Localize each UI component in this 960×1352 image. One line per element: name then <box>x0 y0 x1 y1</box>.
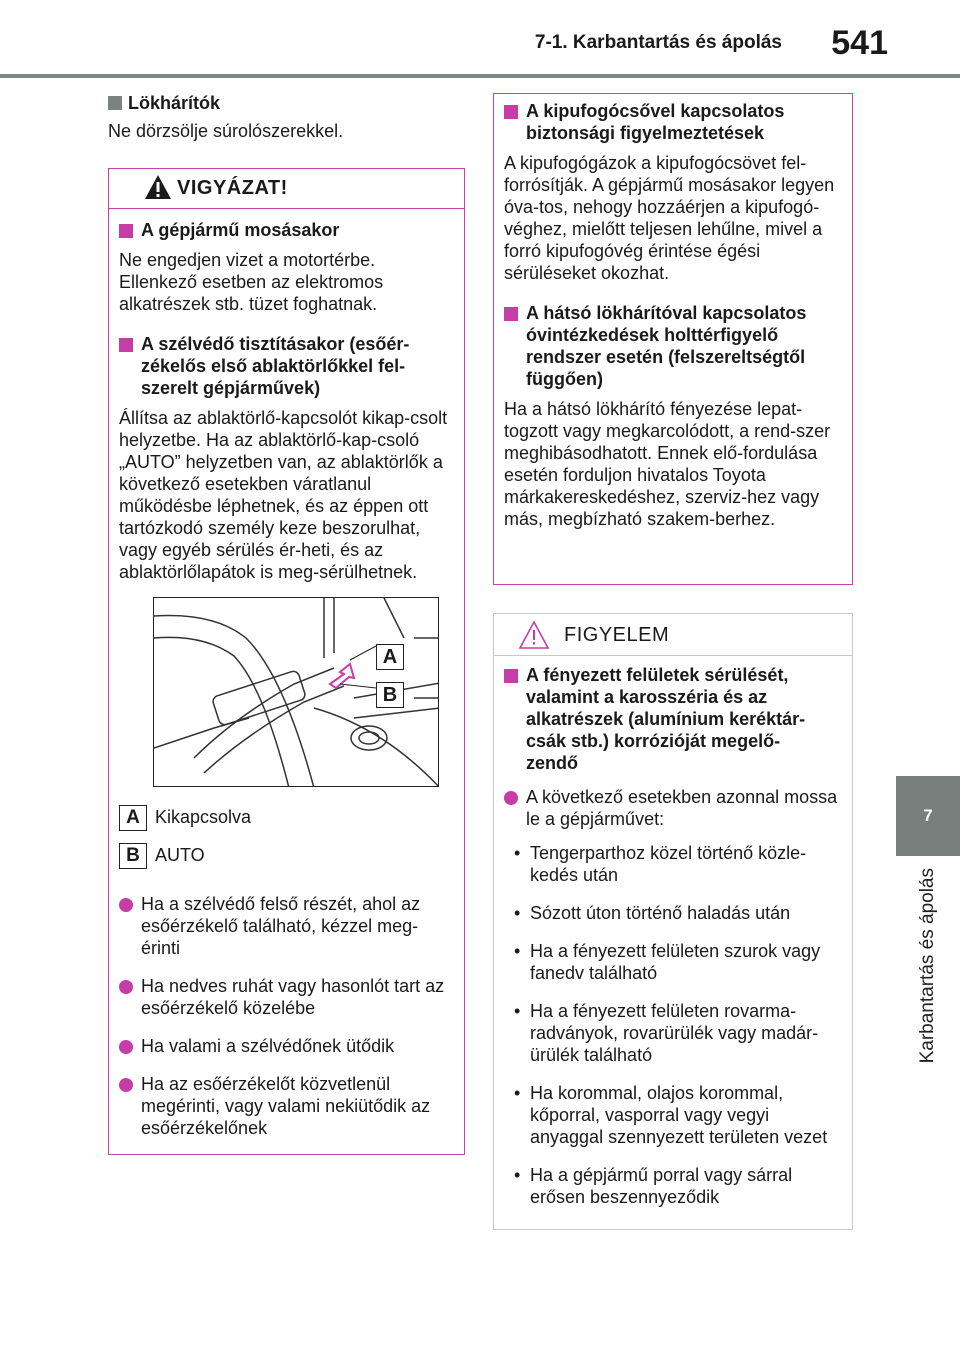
page-header <box>0 0 960 82</box>
notice-bullet: • Sózott úton történő haladás után <box>514 903 791 923</box>
exhaust-text: A kipufogógázok a kipufogócsövet fel-forrósítják. A gépjármű mosásakor legyen óva-tos, nehogy hozzáérjen a kipufogó-véghez, mielőtt teljesen lehűlne, mivel a forró kipufogóvég érintése égési sérüléseket okozhat. <box>504 153 835 283</box>
round-bullet-icon <box>119 1078 133 1092</box>
warning-s2-heading: A szélvédő tisztításakor (esőér- zékelős első ablaktörlőkkel fel- szerelt gépjárművek) <box>119 333 452 399</box>
notice-intro: A következő esetekben azonnal mossa le a gépjárművet: <box>504 786 840 830</box>
round-bullet-icon <box>119 898 133 912</box>
figure-label-a: A <box>376 644 404 670</box>
round-bullet-icon <box>119 1040 133 1054</box>
warning-bullet: Ha a szélvédő felső részét, ahol az esőérzékelő található, kézzel meg-érinti <box>119 893 452 959</box>
warning-s1-text: Ne engedjen vizet a motortérbe. Ellenkező esetben az elektromos alkatrészek stb. tüzet foghatnak. <box>119 250 384 314</box>
notice-title: FIGYELEM <box>564 624 670 646</box>
square-bullet-icon <box>504 105 518 119</box>
bumpers-text: Ne dörzsölje súrolószerekkel. <box>108 121 344 141</box>
legend-a-box: A <box>119 805 147 831</box>
legend-a <box>119 801 452 837</box>
notice-bullet: • Tengerparthoz közel történő közle-kedés után <box>514 843 807 885</box>
warning-title: VIGYÁZAT! <box>177 177 288 199</box>
page-number: 541 <box>831 24 888 62</box>
warning-s1-heading: A gépjármű mosásakor <box>119 219 452 241</box>
warning-header <box>109 169 464 209</box>
warning-bullet: Ha az esőérzékelőt közvetlenül megérinti, vagy valami nekiütődik az esőérzékelőnek <box>119 1073 452 1139</box>
chapter-tab[interactable]: 7 <box>896 776 960 856</box>
round-bullet-icon <box>504 791 518 805</box>
chapter-side-title: Karbantartás és ápolás <box>917 868 938 1064</box>
warning-bullet: Ha valami a szélvédőnek ütődik <box>119 1035 452 1057</box>
notice-box <box>493 613 853 1230</box>
square-bullet-icon <box>504 307 518 321</box>
caution-triangle-icon <box>518 620 550 650</box>
warning-box <box>108 168 465 1155</box>
section-title: 7-1. Karbantartás és ápolás <box>534 32 782 53</box>
bumpers-heading: Lökhárítók <box>108 92 458 114</box>
notice-heading: A fényezett felületek sérülését, valamint a karosszéria és az alkatrészek (alumínium keréktár- csák stb.) korrózióját megelő- zendő <box>504 664 840 774</box>
legend-b <box>119 839 452 875</box>
exhaust-heading: A kipufogócsővel kapcsolatos biztonsági figyelmeztetések <box>504 100 844 144</box>
wiper-switch-figure <box>153 597 439 787</box>
warning-triangle-icon <box>143 173 173 201</box>
notice-bullet: • Ha a gépjármű porral vagy sárral erősen beszennyeződik <box>514 1165 793 1207</box>
chapter-side-label <box>900 868 956 1098</box>
exhaust-bumper-box <box>493 93 853 585</box>
square-bullet-icon <box>119 224 133 238</box>
notice-bullet: • Ha a fényezett felületen szurok vagy fanedv található <box>514 941 821 983</box>
rear-bumper-heading: A hátsó lökhárítóval kapcsolatos óvintézkedések holttérfigyelő rendszer esetén (felszereltségtől függően) <box>504 302 844 390</box>
legend-b-box: B <box>119 843 147 869</box>
square-bullet-icon <box>119 338 133 352</box>
warning-s2-text: Állítsa az ablaktörlő-kapcsolót kikap-csolt helyzetbe. Ha az ablaktörlő-kap-csoló „AUTO” helyzetben van, az ablaktörlők a következő esetekben váratlanul működésbe léphetnek, és az éppen ott tartózkodó személy keze beszorulhat, vagy egyéb sérülés ér-heti, és az ablaktörlőlapátok is meg-sérülhetnek. <box>119 408 448 582</box>
notice-bullet: • Ha korommal, olajos korommal, kőporral, vasporral vagy vegyi anyaggal szennyezett területen vezet <box>514 1083 828 1147</box>
notice-header <box>494 614 852 656</box>
header-rule <box>0 74 960 78</box>
rear-bumper-text: Ha a hátsó lökhárító fényezése lepat-togzott vagy megkarcolódott, a rend-szer meghibásodhatott. Ennek elő-fordulása esetén forduljon hivatalos Toyota márkakereskedéshez, szerviz-hez vagy más, megbízható szakem-berhez. <box>504 399 831 529</box>
legend-b-text: AUTO <box>155 845 205 865</box>
figure-label-b: B <box>376 682 404 708</box>
square-bullet-icon <box>504 669 518 683</box>
bumpers-section <box>108 92 458 142</box>
square-bullet-icon <box>108 96 122 110</box>
round-bullet-icon <box>119 980 133 994</box>
legend-a-text: Kikapcsolva <box>155 807 252 827</box>
notice-bullet: • Ha a fényezett felületen rovarma-radványok, rovarürülék vagy madár-ürülék található <box>514 1001 819 1065</box>
warning-bullet: Ha nedves ruhát vagy hasonlót tart az esőérzékelő közelébe <box>119 975 452 1019</box>
